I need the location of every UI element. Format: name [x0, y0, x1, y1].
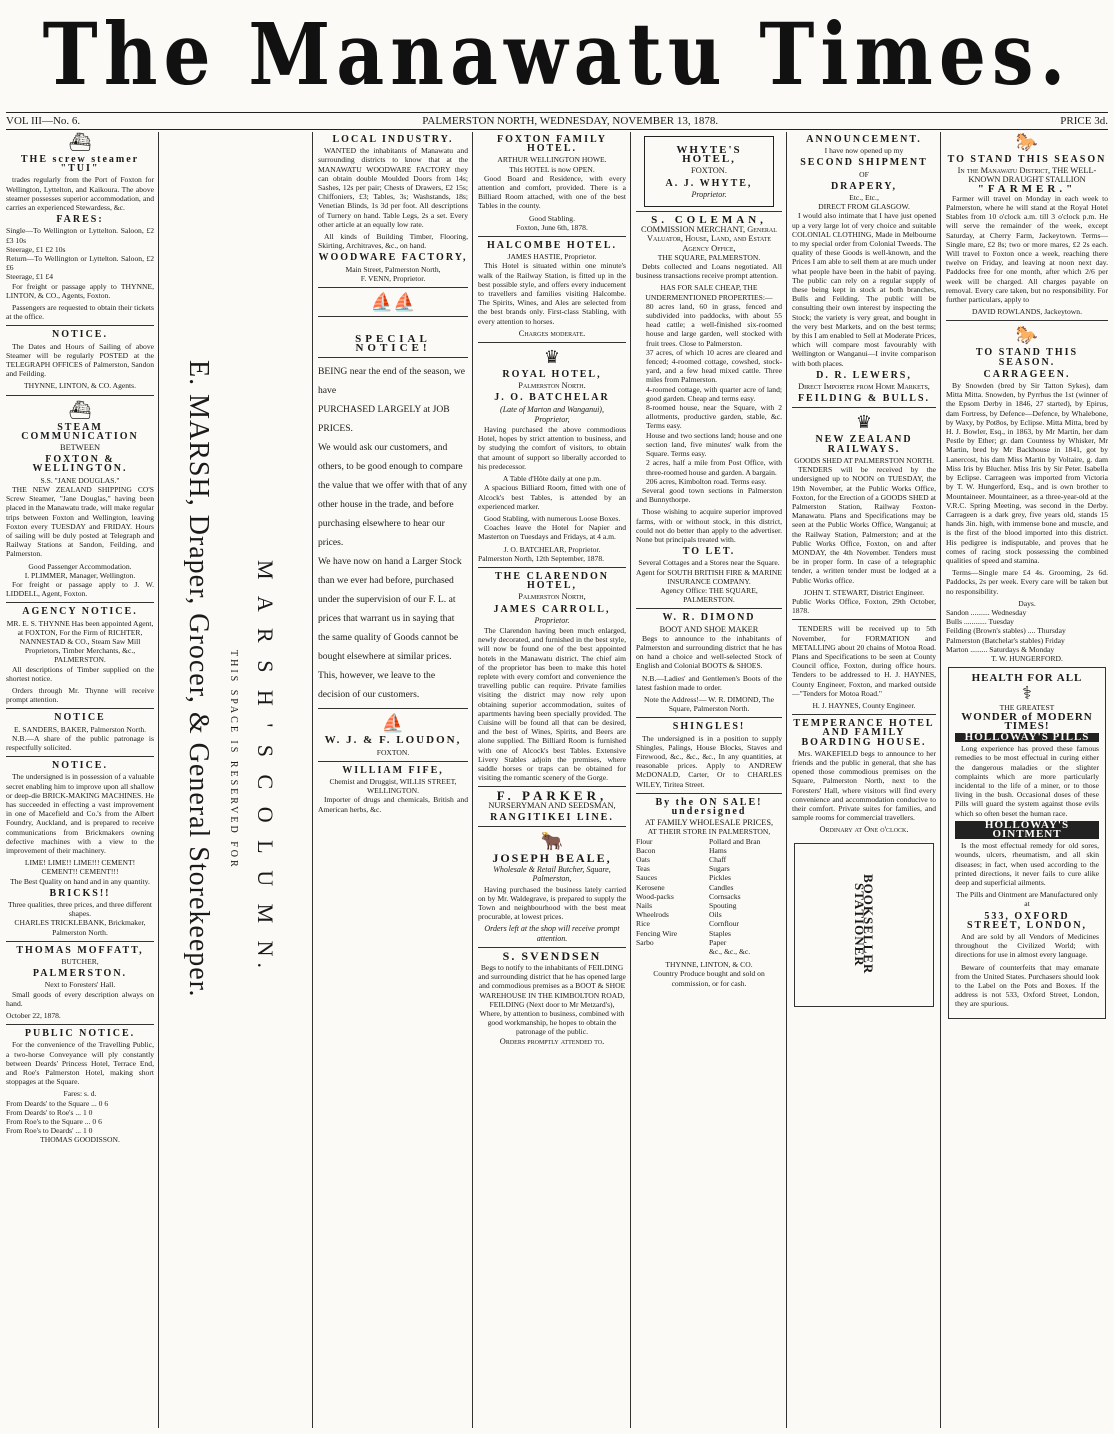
sale-good: Wood-packs — [636, 891, 674, 901]
royal-stable: Good Stabling, with numerous Loose Boxes. — [483, 513, 621, 523]
clarendon-place: Palmerston North, — [518, 592, 586, 602]
public-fare-line: From Deards' to Roe's ... 1 0 — [6, 1107, 93, 1117]
divider — [6, 756, 154, 757]
coleman-property: 4-roomed cottage, with quarter acre of land; good garden. Cheap and terms easy. — [646, 384, 782, 403]
dimond-body: Begs to announce to the inhabitants of Palmerston and surrounding district that he has on hand a choice and well-selected Stock of English and Colonial BOOTS & SHOES. — [636, 633, 782, 671]
moffatt-next: Next to Foresters' Hall. — [44, 980, 116, 990]
sale-good: Hams — [709, 845, 727, 855]
public-heading: PUBLIC NOTICE. — [24, 1028, 136, 1040]
divider — [792, 619, 936, 620]
fife-heading: WILLIAM FIFE, — [342, 764, 444, 776]
sale-good: Rice — [636, 919, 650, 929]
local-sign: F. VENN, Proprietor. — [360, 273, 426, 283]
sale-good: Paper — [709, 937, 727, 947]
local-heading: LOCAL INDUSTRY. — [332, 134, 454, 145]
clarendon-owner: JAMES CARROLL, — [493, 603, 611, 615]
days-line: Sandon .......... Wednesday — [946, 607, 1027, 617]
dimond-address: Note the Address!— W. R. DIMOND, The Square, Palmerston North. — [644, 694, 774, 714]
agency-more: All descriptions of Timber supplied on the shortest notice. — [6, 664, 154, 683]
horse-engraving-icon: 🐎 — [1015, 325, 1039, 346]
tui-passengers: Passengers are requested to obtain their tickets at the office. — [6, 303, 154, 322]
sale-good: Oils — [709, 910, 722, 920]
column-rule — [472, 132, 473, 1428]
royal-heading: ROYAL HOTEL, — [502, 369, 602, 381]
divider — [792, 407, 936, 408]
royal-billiard: A spacious Billiard Room, fitted with one of Alcock's best Tables, is attended by an experienced marker. — [478, 483, 626, 511]
announcement-line: I have now opened up my — [824, 146, 904, 156]
announcement-body: I would also intimate that I have just opened up a very large lot of very choice and suitable COLONIAL CLOTHING, Made in Melbourne to my special order from Colonial Tweeds. The quality of these Goods is well-known, and the Prices I am able to sell them at are much under what people have been in the habit of paying. The public can rely on a regular supply of these being kept in stock at both branches, Bulls and Feilding. The public will be consulting their own interest by inspecting the Stock; the variety is very great, and bought in the very best Markets, and on the best terms; by this I am enabled to Sell at Moderate Prices, which will compare most favourably with Wellington or Wanganui—I invite comparison with both places. — [792, 211, 936, 368]
coleman-property: House and two sections land; house and one section land, five minutes' walk from the Square. Terms easy. — [646, 430, 782, 459]
divider — [478, 567, 626, 568]
place-date: PALMERSTON NORTH, WEDNESDAY, NOVEMBER 13, 1878. — [422, 115, 719, 127]
tui-body: trades regularly from the Port of Foxton for Wellington, Lyttelton, and Kaikoura. The above steamer possesses superior accommodation, and carries an experienced Stewardess, &c. — [6, 175, 154, 213]
agency-orders: Orders through Mr. Thynne will receive prompt attention. — [6, 685, 154, 705]
halcombe-charges: Charges moderate. — [518, 328, 586, 338]
sanders-body: N.B.—A share of the public patronage is respectfully solicited. — [6, 733, 154, 752]
sale-good: Pollard and Bran — [709, 836, 761, 846]
sale-good: Sugars — [709, 864, 730, 874]
days-line: Marton ......... Saturdays & Monday — [946, 644, 1055, 654]
railways-body: TENDERS will be received by the undersigned up to NOON on TUESDAY, the 19th November, at the Public Works Office, Foxton, for the Erection of a GOODS SHED at Palmerston Station, Railway Foxton-Manawatu. Plans and Specifications may be seen at the Public Works Office, Wanganui; at the Railway Station, Palmerston; and at the Public Works Office, Foxton, on and after MONDAY, the 4th November. Tenders must be in proper form. In case of a telegraphic tender, a written tender must be lodged at a Public Works office. — [792, 465, 936, 585]
royal-table: A Table d'Hôte daily at one p.m. — [502, 474, 602, 484]
stand2-terms: Terms—Single mare £4 4s. Grooming, 2s 6d. Paddocks, 2s per week. Every care will be taken but no responsibility. — [946, 568, 1108, 596]
divider — [318, 316, 468, 317]
sanders-name: E. SANDERS, BAKER, Palmerston North. — [13, 724, 147, 734]
lime-body: The Best Quality on hand and in any quantity. — [10, 876, 150, 886]
sale-good: Sauces — [636, 873, 658, 883]
beale-trade: Wholesale & Retail Butcher, Square, Palmerston, — [493, 865, 611, 884]
dimond-nb: N.B.—Ladies' and Gentlemen's Boots of the latest fashion made to order. — [636, 673, 782, 692]
special-line: BEING near the end of the season, we have — [318, 366, 466, 397]
steam-between: BETWEEN — [59, 443, 100, 453]
shingles-body: The undersigned is in a position to supply Shingles, Palings, House Blocks, Staves and Firewood, &c., &c., &c., In any quantities, at reasonable prices. Apply to ANDREW McDONALD, Carter, Or to CHARLES WILEY, Tiritea Street. — [636, 733, 782, 789]
stand2-body: By Snowden (bred by Sir Tatton Sykes), dam Mitta Mitta. Snowden, by Pyrrhus the 1st (winner of the Epsom Derby in 1846, 27 started), by Epirus, dam Fortress, by Defence—Defence, by Whalebone, by Waxy, by Pot8os, by Eclipse. Mitta Mitta, bred by H. J. Bowler, Esq., in 1863, by Mr Martin, her dam Pestle by Ether; gr. dam Countess by Whisker, Mr Martin, bred by Mr Backhouse in 1841, got by Lanercost, his dam Miss Martin by Voltaire, g. dam Miss Iris by Blucher. Miss Iris by Sir Peter. Isabella by Eclipse. Carrageen was imported from Victoria by T. W. Hungerford, Esq., and is own brother to Mountaineer. Mountaineer, as a three-year-old at the V.R.C. Spring Meeting, was second in the Derby. Carrageen is a dark grey, five years old, stands 15 hands 3in. high, with immense bone and muscle, and is the first of the blood imported into this district. His pedigree is indisputable, and proves that he comes of racing stock possessing the combined qualities of speed and stamina. — [946, 381, 1108, 565]
stallion-engraving-icon: 🐎 — [1015, 132, 1039, 152]
stand1-name: "FARMER." — [977, 182, 1077, 195]
royal-crest-icon: ♛ — [543, 347, 561, 368]
holloway-advertisement — [948, 667, 1106, 1019]
sale-store: AT THEIR STORE IN PALMERSTON, — [647, 827, 771, 837]
dimond-trade: BOOT AND SHOE MAKER — [659, 624, 759, 634]
local-body: WANTED the inhabitants of Manawatu and surrounding districts to know that at the MANAWATU WOODWARE FACTORY they can obtain double Moulded Doors from 14s; Sashes, 12s per pair; Chests of Drawers, £2 15s; Chiffoniers, £3; Tables, 3s; Washstands, 18s; Venetian Blinds, 1s 3d per foot. All descriptions of Turnery on hand. Table Legs, 2s a set. Every other article at an equally low rate. — [318, 146, 468, 229]
coleman-debts: Debts collected and Loans negotiated. All business transactions receive prompt attention. — [636, 262, 782, 281]
ships-engraving-icon: ⛵⛵ — [370, 292, 416, 313]
whyte-box — [644, 136, 774, 207]
sale-good: &c., &c., &c. — [709, 947, 751, 957]
steam-accommodation: Good Passenger Accommodation. — [28, 561, 132, 571]
announcement-heading: ANNOUNCEMENT. — [806, 134, 922, 145]
coleman-sale: HAS FOR SALE CHEAP, THE UNDERMENTIONED PROPERTIES:— — [645, 283, 773, 302]
notice-body: The Dates and Hours of Sailing of above Steamer will be regularly POSTED at the TELEGRAPH OFFICES of Palmerston, Sandon and Feilding. — [6, 341, 154, 379]
foxton-owner: ARTHUR WELLINGTON HOWE. — [497, 155, 607, 165]
tender-body: TENDERS will be received up to 5th November, for FORMATION and METALLING about 20 chains of Motoa Road. Plans and Specifications to be seen at County Council office, Foxton, during office hours. Tenders to be addressed to H. J. HAYNES, County Engineer, Foxton, and marked outside—"Tenders for Motoa Road." — [792, 624, 936, 698]
ship-icon: ⛵ — [381, 713, 405, 734]
stand2-name: CARRAGEEN. — [983, 368, 1071, 380]
sale-good: Cornflour — [709, 919, 739, 929]
bricks-heading: BRICKS!! — [49, 887, 111, 899]
agency-body: MR. E. S. THYNNE Has been appointed Agent, at FOXTON, For the Firm of RICHTER, NANNESTAD & CO., Steam Saw Mill Proprietors, Timber Merchants, &c., PALMERSTON. — [6, 618, 154, 665]
column-rule — [630, 132, 631, 1428]
holloway-pills: HOLLOWAY'S PILLS — [955, 733, 1099, 742]
sale-good: Spouting — [709, 901, 737, 911]
sale-good: Bacon — [636, 845, 656, 855]
holloway-ointment: HOLLOWAY'S OINTMENT — [955, 821, 1099, 839]
halcombe-owner: JAMES HASTIE, Proprietor. — [507, 252, 597, 262]
column-5 — [636, 132, 782, 1428]
clarendon-heading: THE CLARENDON HOTEL, — [494, 570, 610, 592]
moffatt-trade: BUTCHER, — [61, 957, 99, 967]
announcement-line: Etc., Etc., — [849, 193, 879, 203]
railways-date: Public Works Office, Foxton, 29th October, 1878. — [792, 596, 936, 616]
tui-agents: For freight or passage apply to THYNNE, LINTON, & CO., Agents, Foxton. — [6, 281, 154, 300]
coleman-property: 80 acres land, 60 in grass, fenced and subdivided into paddocks, with about 55 head cattle; a well-finished six-roomed house and large garden, well stocked with fruit trees. Close to Palmerston. — [646, 301, 782, 348]
coleman-let-body: Several Cottages and a Stores near the Square. — [638, 558, 780, 568]
halcombe-body: This Hotel is situated within one minute's walk of the Railway Station, is fitted up in the best possible style, and offers every inducement to travellers and families visiting Halcombe. The Spirits, Wines, and Ales are selected from the best brands only. First-class Stabling, with every attention to horses. — [478, 261, 626, 326]
public-fare-line: From Deards' to the Square ... 0 6 — [6, 1098, 109, 1108]
days-sign: T. W. HUNGERFORD. — [991, 653, 1063, 663]
divider — [636, 211, 782, 212]
marsh-vertical-title: E. MARSH, Draper, Grocer, & General Storekeeper. — [183, 360, 214, 998]
divider — [946, 320, 1108, 321]
whyte-owner: A. J. WHYTE, — [665, 177, 753, 189]
beale-orders: Orders left at the shop will receive prompt attention. — [484, 924, 620, 943]
steamship-icon: ⛴ — [68, 132, 92, 152]
local-address: Main Street, Palmerston North, — [345, 264, 441, 274]
volume-number: VOL III—No. 6. — [6, 115, 81, 127]
coleman-property: 2 acres, half a mile from Post Office, with three-roomed house and garden. A bargain. — [646, 458, 782, 477]
column-6 — [792, 132, 936, 1428]
railways-heading: NEW ZEALAND RAILWAYS. — [815, 434, 913, 455]
lewers-place: FEILDING & BULLS. — [797, 393, 931, 405]
fife-body: Importer of drugs and chemicals, British and American herbs, &c. — [318, 795, 468, 814]
royal-crest-icon: ♛ — [855, 412, 873, 433]
column-rule — [786, 132, 787, 1428]
divider — [6, 602, 154, 603]
steam-sign: I. PLIMMER, Manager, Wellington. — [24, 570, 136, 580]
steam-route: FOXTON & WELLINGTON. — [32, 454, 128, 475]
announcement-line: SECOND SHIPMENT — [800, 157, 928, 169]
coleman-agent: Agent for SOUTH BRITISH FIRE & MARINE INSURANCE COMPANY. — [636, 567, 782, 586]
steam-freight: For freight or passage apply to J. W. LIDDELL, Agent, Foxton. — [6, 579, 154, 599]
reserved-vertical: THIS SPACE IS RESERVED FOR — [228, 650, 239, 870]
loudon-place: FOXTON. — [376, 747, 410, 757]
stand1-body: Farmer will travel on Monday in each week to Palmerston, where he will stand at the Royal Hotel Stables from 10 o'clock a.m. till 3 o'clock p.m. He will serve the remainder of the week, except Saturday, at Cherry Farm, Jackeytown. Terms—Single mare, £2 8s; two or more mares, £2 2s each. Will travel to Foxton once a week, reaching there twelve on Friday, and leaving at noon next day. Paddocks free for one month, after which 2/6 per week will be charged. All charges payable on removal. Every care taken, but no responsibility. For further particulars, apply to — [946, 193, 1108, 305]
holloway-made: The Pills and Ointment are Manufactured only at — [956, 890, 1098, 909]
coleman-place: THE SQUARE, PALMERSTON. — [657, 252, 761, 262]
coleman-wish: Those wishing to acquire superior improved farms, with or without stock, in this district, could not do better than apply to the advertiser. None but principals treated with. — [636, 507, 782, 544]
sale-heading: By the ON SALE! undersigned — [655, 796, 763, 817]
column-4 — [478, 132, 626, 1428]
halcombe-heading: HALCOMBE HOTEL. — [486, 240, 617, 252]
divider — [6, 395, 154, 396]
column-rule — [312, 132, 313, 1428]
sale-good: Nails — [636, 901, 653, 911]
coleman-trade: COMMISSION MERCHANT, General Valuator, House, Land, and Estate Agency Office, — [641, 225, 777, 253]
holloway-body2: Is the most effectual remedy for old sores, wounds, ulcers, rheumatism, and all skin diseases; in fact, when used according to the printed directions, it never fails to cure alike deep and superficial ailments. — [955, 841, 1099, 888]
sale-sub: AT FAMILY WHOLESALE PRICES, — [644, 818, 774, 828]
holloway-wonder: WONDER of MODERN TIMES! — [961, 710, 1093, 732]
steamship-icon: ⛴ — [68, 399, 92, 420]
beale-heading: JOSEPH BEALE, — [492, 851, 612, 865]
days-line: Bulls ............ Tuesday — [946, 617, 1014, 627]
svendsen-heading: S. SVENDSEN — [502, 948, 602, 963]
sale-goods-grid — [636, 837, 782, 957]
announcement-line: DRAPERY, — [830, 180, 898, 192]
moffatt-place: PALMERSTON. — [32, 968, 128, 980]
divider — [318, 761, 468, 762]
foxton-stable: Good Stabling. — [529, 213, 575, 223]
sale-good: Pickles — [709, 873, 731, 883]
holloway-address: 533, OXFORD STREET, LONDON, — [966, 910, 1088, 931]
coleman-property: 37 acres, of which 10 acres are cleared and fenced; 4-roomed cottage, cowshed, stock-yard, and a few head mixed cattle. Three miles from Palmerston. — [646, 347, 782, 385]
masthead-title: The Manawatu Times. — [42, 5, 1072, 105]
bricks-body: Three qualities, three prices, and three different shapes. — [7, 900, 153, 919]
divider — [792, 714, 936, 715]
bookseller-advertisement — [794, 843, 934, 1007]
moffatt-heading: THOMAS MOFFATT, — [16, 944, 144, 956]
foxton-body: Good Board and Residence, with every attention and comfort, provided. There is a Billiard Room attached, with one of the best Tables in the county. — [478, 173, 626, 211]
lewers-trade: Direct Importer from Home Markets, — [798, 382, 930, 392]
bookseller-badge: BOOKSELLER STATIONER — [852, 874, 877, 975]
whyte-place: FOXTON. — [691, 166, 727, 176]
coleman-property: 8-roomed house, near the Square, with 2 allotments, productive garden, stable, &c. Terms easy. — [646, 403, 782, 431]
divider — [318, 708, 468, 709]
stand1-heading: TO STAND THIS SEASON — [947, 154, 1107, 165]
tui-heading: THE screw steamer "TUI" — [20, 154, 140, 175]
divider — [318, 357, 468, 358]
sale-sign: THYNNE, LINTON, & CO. — [665, 960, 753, 970]
coleman-property: 206 acres, Kimbolton road. Terms easy. — [646, 476, 767, 486]
foxton-date: Foxton, June 6th, 1878. — [516, 222, 588, 232]
holloway-beware: Beware of counterfeits that may emanate from the United States. Purchasers should look to the Label on the Pots and Boxes. If the address is not 533, Oxford Street, London, they are spurious. — [955, 962, 1099, 1009]
royal-body: Having purchased the above commodious Hotel, hopes by strict attention to business, and by studying the comfort of visitors, to obtain that amount of support so liberally accorded to his predecessor. — [478, 425, 626, 471]
clarendon-prop: Proprietor. — [534, 615, 570, 625]
sale-good: Teas — [636, 864, 650, 874]
days-heading: Days. — [1018, 598, 1036, 608]
coleman-towns: Several good town sections in Palmerston and Bunnythorpe. — [636, 485, 782, 505]
column-3 — [318, 132, 468, 1428]
sale-good: Cornsacks — [709, 891, 741, 901]
brick-body: The undersigned is in possession of a valuable secret enabling him to improve upon all shallow or deep-die BRICK-MAKING MACHINES. He has succeeded in effecting a vast improvement in one of Macefield and Co.'s from the Albert Foundry, Auckland, and is prepared to receive communications from Brickmakers owning defective machines with a view to the improvement of their machinery. — [6, 772, 154, 855]
agency-heading: AGENCY NOTICE. — [22, 606, 138, 618]
sale-good: Chaff — [709, 855, 727, 865]
dateline — [6, 112, 1108, 130]
sale-good: Kerosene — [636, 882, 665, 892]
masthead — [0, 0, 1114, 110]
divider — [6, 941, 154, 942]
fares-line: Steerage, £1 £4 — [6, 272, 54, 282]
holloway-top: HEALTH FOR ALL — [971, 672, 1083, 685]
divider — [478, 342, 626, 343]
sale-good: Flour — [636, 836, 653, 846]
price: PRICE 3d. — [1060, 115, 1108, 127]
parker-heading: F. PARKER, — [496, 788, 608, 804]
notice-sign: THYNNE, LINTON, & CO. Agents. — [23, 381, 137, 391]
royal-place: Palmerston North. — [518, 381, 586, 391]
notice-heading: NOTICE. — [52, 329, 108, 341]
whyte-heading: WHYTE'S HOTEL, — [676, 144, 742, 166]
moffatt-body: Small goods of every description always on hand. — [6, 989, 154, 1008]
tender-sign: H. J. HAYNES, County Engineer. — [812, 700, 916, 710]
divider — [636, 793, 782, 794]
royal-coaches: Coaches leave the Hotel for Napier and Masterton on Tuesdays and Fridays, at 4 a.m. — [478, 523, 626, 542]
public-fare-line: From Roe's to Deards' ... 1 0 — [6, 1126, 93, 1136]
fares-line: Steerage, £1 £2 10s — [6, 244, 66, 254]
special-line: PURCHASED LARGELY at JOB PRICES. — [318, 404, 450, 435]
temperance-ordinary: Ordinary at One o'clock. — [819, 825, 909, 835]
sale-good: Sarbo — [636, 937, 654, 947]
royal-owner: J. O. BATCHELAR — [494, 392, 610, 404]
brick-heading: NOTICE. — [52, 760, 108, 772]
public-fares-heading: Fares: s. d. — [63, 1089, 97, 1099]
royal-date: Palmerston North, 12th September, 1878. — [478, 553, 605, 563]
svendsen-body: Begs to notify to the inhabitants of FEILDING and surrounding district that he has opened large and commodious premises as a BOOT & SHOE WAREHOUSE IN THE KIMBOLTON ROAD, FEILDING (Next door to Mr Metzard's), Where, by attention to business, combined with good workmanship, he hopes to obtain the patronage of the public. — [478, 963, 626, 1037]
divider — [6, 325, 154, 326]
stand1-sub: In the Manawatu District, THE WELL-KNOWN DRAUGHT STALLION — [957, 166, 1097, 185]
royal-prop: Proprietor, — [534, 414, 570, 424]
special-line: We would ask our customers, and others, to be good enough to compare the value that we offer with that of any other house in the trade, and before purchasing elsewhere to hear our prices. — [318, 442, 468, 549]
railways-sign: JOHN T. STEWART, District Engineer. — [803, 587, 925, 597]
sale-note: Country Produce bought and sold on commission, or for cash. — [653, 969, 765, 988]
loudon-heading: W. J. & F. LOUDON, — [324, 734, 462, 747]
column-rule — [158, 132, 159, 1428]
parker-trade: NURSERYMAN AND SEEDSMAN, — [488, 800, 616, 810]
announcement-line: OF — [859, 169, 869, 179]
railways-sub: GOODS SHED AT PALMERSTON NORTH. — [794, 455, 934, 465]
divider — [478, 236, 626, 237]
coleman-heading: S. COLEMAN, — [651, 214, 767, 227]
temperance-body: Mrs. WAKEFIELD begs to announce to her friends and the public in general, that she has opened those commodious premises on the Square, Palmerston North, next to the Foresters' Hall, where visitors will find every convenience and accommodation conducive to their comfort. Private suites for families, and sample rooms for commercial travellers. — [792, 748, 936, 823]
beale-body: Having purchased the business lately carried on by Mr. Waldegrave, is prepared to supply the Town and neighbourhood with the best meat procurable, at lowest prices. — [478, 884, 626, 922]
holloway-sold: And are sold by all Vendors of Medicines throughout the Civilized World; with directions for use in almost every language. — [955, 932, 1099, 960]
stand2-heading: TO STAND THIS SEASON. — [975, 347, 1079, 368]
stand1-sign: DAVID ROWLANDS, Jackeytown. — [972, 307, 1082, 317]
bricks-sign: CHARLES TRICKLEBANK, Brickmaker, Palmerston North. — [14, 918, 146, 937]
clarendon-body: The Clarendon having been much enlarged, newly decorated, and furnished in the best style, will now be found one of the best appointed hotels in the Manawatu district. The chief aim of the proprietor has been to make this hotel replete with every comfort and convenience the travelling public can require. Private families visiting the district may now rely upon obtaining superior accommodation, suites of apartments having been specially provided. The Cuisine will be found all that can be desired, and the best of Wines, Spirits, and Beers are alone supplied. The Billiard Room is furnished with one of Alcock's best Tables. Extensive Livery Stables adjoin the premises, where saddle horses or traps can be obtained for visiting the romantic scenery of the Gorge. — [478, 625, 626, 783]
temperance-heading: TEMPERANCE HOTEL AND FAMILY BOARDING HOUSE. — [793, 718, 935, 748]
sale-good: Fencing Wire — [636, 928, 678, 938]
sale-good: Wheelrods — [636, 910, 669, 920]
sanders-heading: NOTICE — [54, 712, 106, 724]
foxton-heading: FOXTON FAMILY HOTEL. — [497, 134, 607, 155]
svendsen-orders: Orders promptly attended to. — [499, 1036, 605, 1046]
whyte-prop: Proprietor. — [691, 189, 727, 199]
local-more: All kinds of Building Timber, Flooring, Skirting, Architraves, &c., on hand. — [318, 232, 468, 251]
steam-body: THE NEW ZEALAND SHIPPING CO'S Screw Steamer, "Jane Douglas," having been placed in the Manawatu trade, will make regular trips between Foxton and Wellington, leaving Foxton every TUESDAY and FRIDAY. Hours of sailing will be duly posted at Telegraph and Railway Stations at Sandon, Feilding, and Palmerston. — [6, 484, 154, 559]
public-fare-line: From Roe's to the Square ... 0 6 — [6, 1117, 102, 1127]
moffatt-date: October 22, 1878. — [6, 1011, 61, 1021]
announcement-line: DIRECT FROM GLASGOW. — [818, 202, 910, 212]
column-rule — [940, 132, 941, 1428]
special-heading: SPECIAL NOTICE! — [355, 333, 431, 355]
days-line: Feilding (Brown's stables) .... Thursday — [946, 626, 1066, 636]
days-line: Palmerston (Batchelar's stables) Friday — [946, 635, 1065, 645]
divider — [636, 717, 782, 718]
column-7 — [946, 132, 1108, 1428]
shingles-heading: SHINGLES! — [672, 721, 746, 733]
sale-good: Oats — [636, 855, 650, 865]
marshs-column-vertical: M A R S H ' S C O L U M N. — [253, 560, 278, 975]
lime-heading: LIME! LIME!! LIME!!! CEMENT! CEMENT!! CEMENT!!! — [24, 858, 136, 877]
coleman-let: TO LET. — [682, 546, 736, 558]
divider — [636, 608, 782, 609]
royal-owner-note: (Late of Marton and Wanganui), — [500, 404, 604, 414]
sale-good — [636, 947, 709, 956]
royal-sign: J. O. BATCHELAR, Proprietor. — [503, 544, 601, 554]
public-body: For the convenience of the Travelling Public, a two-horse Conveyance will ply constantly between Deards' Princess Hotel, Terrace End, and Roe's Palmerston Hotel, making short stoppages at the Square. — [6, 1040, 154, 1087]
fares-heading: FARES: — [56, 214, 104, 226]
fares-line: Return—To Wellington or Lyttelton. Saloon, £2 £6 — [6, 254, 154, 273]
public-sign: THOMAS GOODISSON. — [40, 1135, 120, 1145]
dimond-heading: W. R. DIMOND — [662, 612, 756, 624]
holloway-body: Long experience has proved these famous remedies to be most effectual in curing either the dangerous maladies or the slighter complaints which are more particularly incidental to the life of a miner, or to those living in the bush. Occasional doses of these Pills will guard the system against those evils which so often beset the human race. — [955, 744, 1099, 818]
divider — [318, 287, 468, 288]
divider — [6, 708, 154, 709]
fife-trade: Chemist and Druggist, WILLIS STREET, WELLINGTON. — [329, 777, 457, 796]
parker-line: RANGITIKEI LINE. — [490, 811, 614, 823]
figure-engraving-icon: ⚕ — [1022, 683, 1032, 704]
local-factory: WOODWARE FACTORY, — [318, 252, 468, 264]
divider — [478, 947, 626, 948]
special-line: We have now on hand a Larger Stock than we ever had before, purchased under the supervision of our F. L. at prices that warrant us in saying that the same quality of Goods cannot be bought elsewhere at similar prices. This, however, we leave to the decision of our customers. — [318, 556, 462, 701]
divider — [478, 826, 626, 827]
steam-ship: S.S. "JANE DOUGLAS." — [40, 475, 120, 485]
divider — [478, 786, 626, 787]
sale-good: Candles — [709, 882, 734, 892]
holloway-greatest: THE GREATEST — [999, 703, 1055, 713]
sale-good: Staples — [709, 928, 731, 938]
foxton-open: This HOTEL is now OPEN. — [509, 164, 595, 174]
divider — [6, 1024, 154, 1025]
column-1 — [6, 132, 154, 1428]
steam-heading: STEAM COMMUNICATION — [21, 421, 139, 442]
fares-line: Single—To Wellington or Lyttelton. Saloon, £2 £3 10s — [6, 226, 154, 245]
cattle-engraving-icon: 🐂 — [540, 831, 564, 851]
coleman-office: Agency Office: THE SQUARE, PALMERSTON. — [660, 585, 758, 605]
lewers-heading: D. R. LEWERS, — [816, 369, 912, 381]
